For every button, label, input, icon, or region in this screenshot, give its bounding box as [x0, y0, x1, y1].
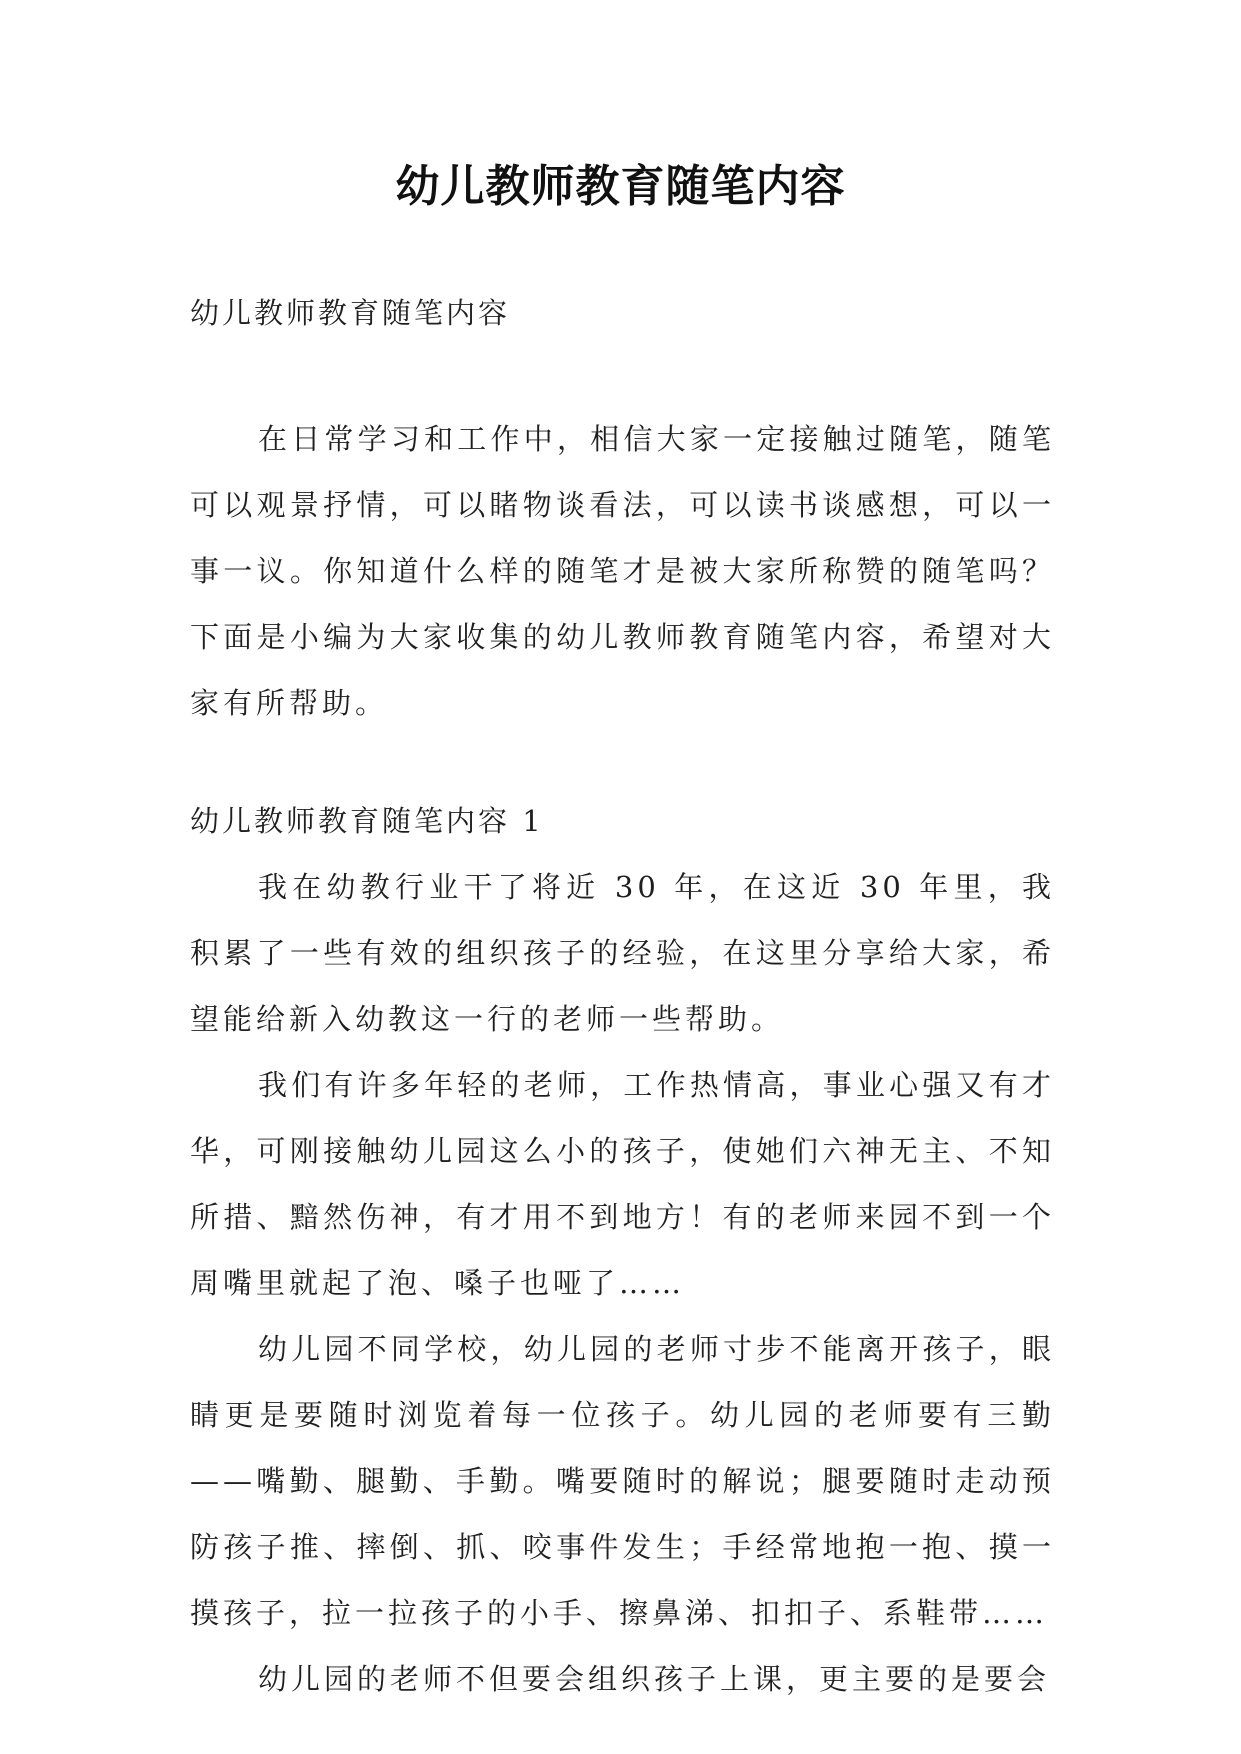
document-title: 幼儿教师教育随笔内容 — [395, 161, 846, 212]
body-paragraph: 幼儿园的老师不但要会组织孩子上课，更主要的是要会 — [258, 1662, 1051, 1696]
spacer — [190, 346, 1055, 406]
spacer — [190, 736, 1055, 788]
body-paragraph: 幼儿园不同学校，幼儿园的老师寸步不能离开孩子，眼睛更是要随时浏览着每一位孩子。幼儿园的老师要有三勤——嘴勤、腿勤、手勤。嘴要随时的解说；腿要随时走动预防孩子推、摔倒、抓、咬事件发生；手经常地抱一抱、摸一摸孩子，拉一拉孩子的小手、擦鼻涕、扣扣子、系鞋带…… — [190, 1332, 1055, 1630]
document-body — [190, 280, 1055, 1712]
intro-paragraph: 在日常学习和工作中，相信大家一定接触过随笔，随笔可以观景抒情，可以睹物谈看法，可以读书谈感想，可以一事一议。你知道什么样的随笔才是被大家所称赞的随笔吗？下面是小编为大家收集的幼儿教师教育随笔内容，希望对大家有所帮助。 — [190, 422, 1055, 720]
section-heading: 幼儿教师教育随笔内容 1 — [190, 804, 544, 838]
body-paragraph: 我们有许多年轻的老师，工作热情高，事业心强又有才华，可刚接触幼儿园这么小的孩子，使她们六神无主、不知所措、黯然伤神，有才用不到地方！有的老师来园不到一个周嘴里就起了泡、嗓子也哑了…… — [190, 1068, 1055, 1300]
body-paragraph: 我在幼教行业干了将近 30 年，在这近 30 年里，我积累了一些有效的组织孩子的经验，在这里分享给大家，希望能给新入幼教这一行的老师一些帮助。 — [190, 870, 1055, 1036]
document-subtitle: 幼儿教师教育随笔内容 — [190, 296, 511, 330]
